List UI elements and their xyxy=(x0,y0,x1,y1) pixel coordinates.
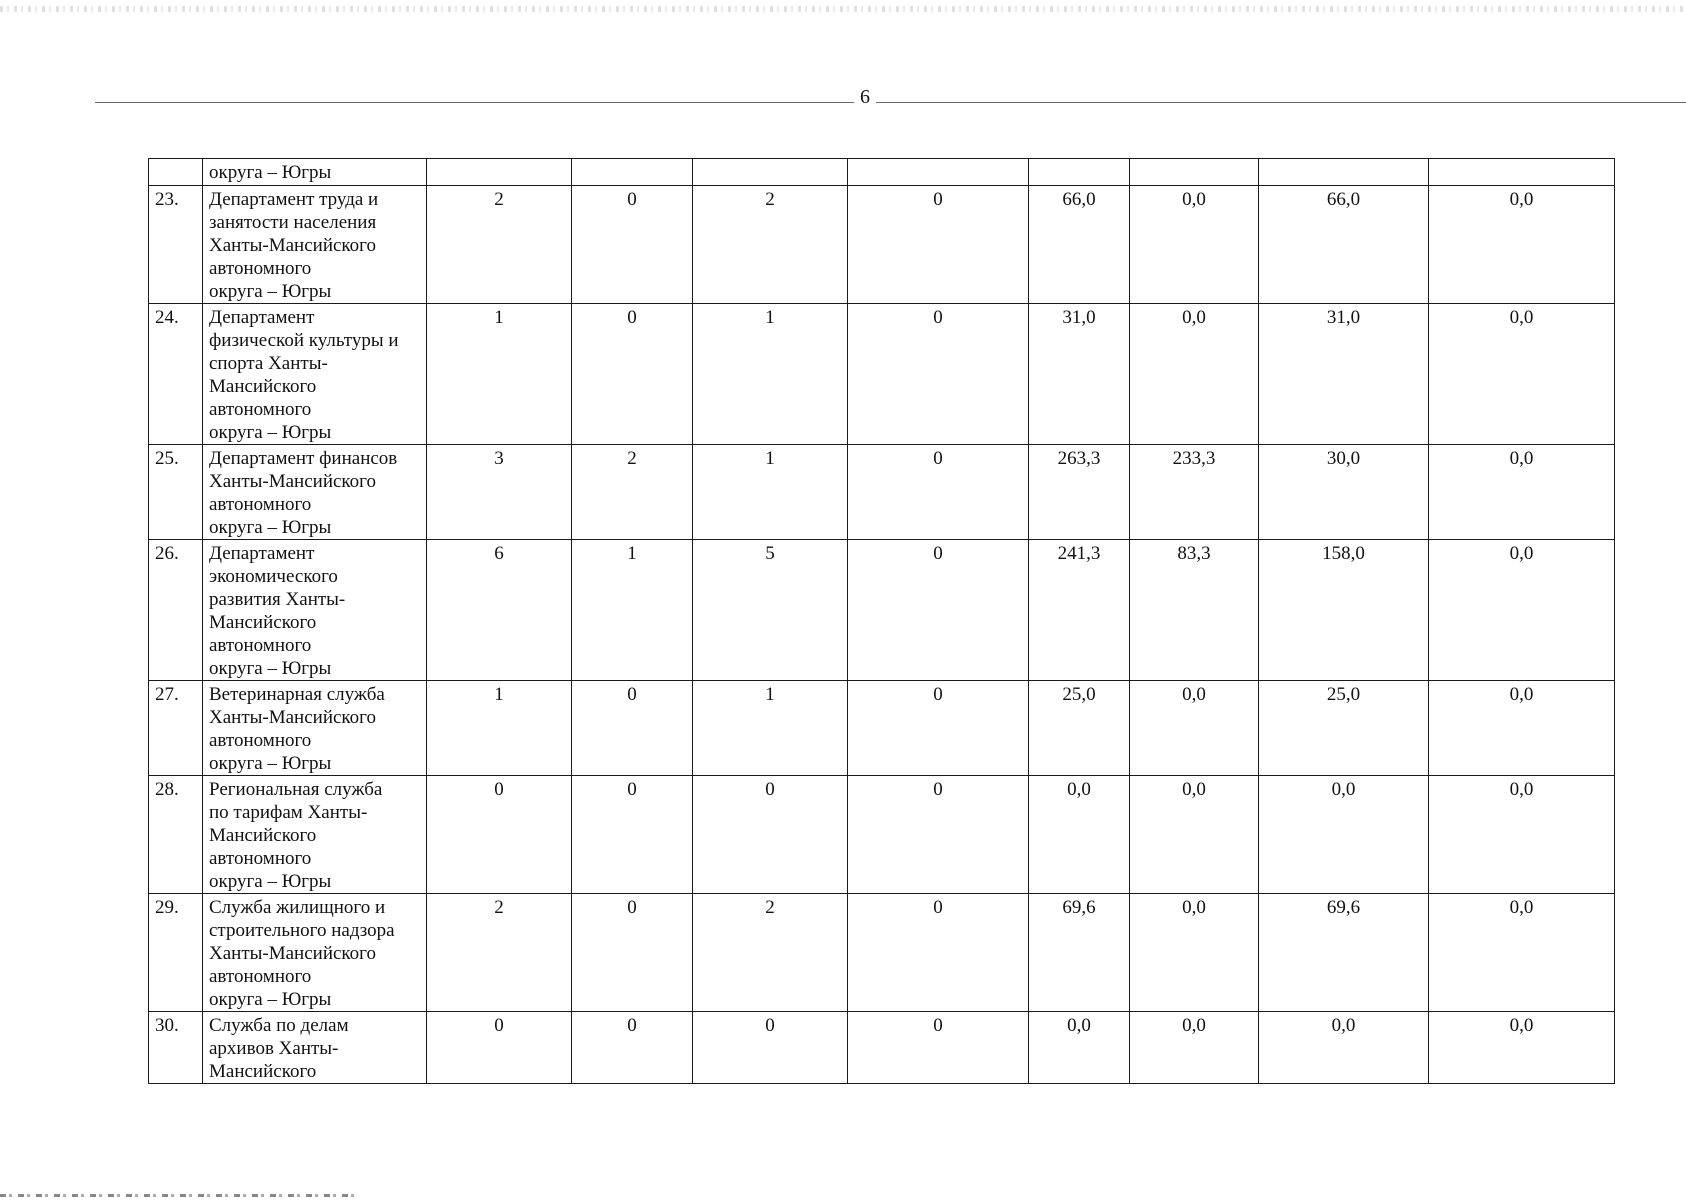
value-cell-col-5: 263,3 xyxy=(1029,445,1130,540)
value-cell-col-1: 2 xyxy=(427,186,572,304)
table-row xyxy=(149,681,1615,776)
value-cell-col-3: 2 xyxy=(693,186,848,304)
budget-table xyxy=(148,158,1615,1084)
value-cell-col-4: 0 xyxy=(848,304,1029,445)
value-cell-col-4: 0 xyxy=(848,186,1029,304)
value-cell-col-3: 0 xyxy=(693,1012,848,1084)
department-name-line: округа – Югры xyxy=(209,422,332,443)
row-number: 25. xyxy=(149,445,203,540)
value-cell-col-7 xyxy=(1259,159,1429,186)
table-row xyxy=(149,894,1615,1012)
value-cell-col-7: 31,0 xyxy=(1259,304,1429,445)
value-cell-col-4: 0 xyxy=(848,1012,1029,1084)
value-cell-col-2: 0 xyxy=(572,304,693,445)
department-name-line: округа – Югры xyxy=(209,281,332,302)
value-cell-col-1: 0 xyxy=(427,1012,572,1084)
value-cell-col-4: 0 xyxy=(848,540,1029,681)
value-cell-col-5: 31,0 xyxy=(1029,304,1130,445)
value-cell-col-5: 69,6 xyxy=(1029,894,1130,1012)
value-cell-col-5: 0,0 xyxy=(1029,776,1130,894)
row-number: 23. xyxy=(149,186,203,304)
value-cell-col-7: 0,0 xyxy=(1259,1012,1429,1084)
department-name-line: Мансийского xyxy=(209,376,317,397)
value-cell-col-1 xyxy=(427,159,572,186)
value-cell-col-4: 0 xyxy=(848,894,1029,1012)
table-row xyxy=(149,304,1615,445)
table-row xyxy=(149,540,1615,681)
value-cell-col-6: 0,0 xyxy=(1130,304,1259,445)
row-number xyxy=(149,159,203,186)
department-name-line: по тарифам Ханты- xyxy=(209,802,368,823)
value-cell-col-8: 0,0 xyxy=(1429,1012,1615,1084)
department-name-line: Ветеринарная служба xyxy=(209,684,385,705)
department-name-line: автономного xyxy=(209,258,312,279)
value-cell-col-7: 158,0 xyxy=(1259,540,1429,681)
department-name-line: Ханты-Мансийского xyxy=(209,943,377,964)
department-name-line: округа – Югры xyxy=(209,989,332,1010)
value-cell-col-6 xyxy=(1130,159,1259,186)
row-number: 29. xyxy=(149,894,203,1012)
value-cell-col-1: 1 xyxy=(427,304,572,445)
value-cell-col-8: 0,0 xyxy=(1429,304,1615,445)
value-cell-col-7: 66,0 xyxy=(1259,186,1429,304)
value-cell-col-1: 0 xyxy=(427,776,572,894)
value-cell-col-2: 0 xyxy=(572,776,693,894)
scan-noise-top xyxy=(0,6,1686,12)
department-name-line: автономного xyxy=(209,494,312,515)
department-name-line: Ханты-Мансийского xyxy=(209,707,377,728)
table-row xyxy=(149,186,1615,304)
value-cell-col-3 xyxy=(693,159,848,186)
value-cell-col-6: 0,0 xyxy=(1130,776,1259,894)
department-name-line: автономного xyxy=(209,635,312,656)
value-cell-col-8: 0,0 xyxy=(1429,186,1615,304)
value-cell-col-3: 2 xyxy=(693,894,848,1012)
department-name-line: Служба жилищного и xyxy=(209,897,386,918)
department-name-line: архивов Ханты- xyxy=(209,1038,339,1059)
value-cell-col-3: 1 xyxy=(693,681,848,776)
value-cell-col-8: 0,0 xyxy=(1429,894,1615,1012)
value-cell-col-4: 0 xyxy=(848,445,1029,540)
table-row xyxy=(149,159,1615,186)
value-cell-col-6: 233,3 xyxy=(1130,445,1259,540)
department-name-line: экономического xyxy=(209,566,338,587)
value-cell-col-8: 0,0 xyxy=(1429,776,1615,894)
value-cell-col-7: 0,0 xyxy=(1259,776,1429,894)
value-cell-col-2: 1 xyxy=(572,540,693,681)
value-cell-col-5: 25,0 xyxy=(1029,681,1130,776)
value-cell-col-2: 0 xyxy=(572,894,693,1012)
scan-noise-bottom xyxy=(0,1194,360,1197)
department-name-line: Департамент xyxy=(209,307,315,328)
department-name-line: физической культуры и xyxy=(209,330,399,351)
value-cell-col-2: 0 xyxy=(572,681,693,776)
row-number: 27. xyxy=(149,681,203,776)
department-name-line: округа – Югры xyxy=(209,753,332,774)
value-cell-col-7: 69,6 xyxy=(1259,894,1429,1012)
value-cell-col-6: 0,0 xyxy=(1130,681,1259,776)
value-cell-col-1: 2 xyxy=(427,894,572,1012)
table-row xyxy=(149,776,1615,894)
department-name-line: спорта Ханты- xyxy=(209,353,328,374)
value-cell-col-3: 1 xyxy=(693,304,848,445)
department-name-line: Мансийского xyxy=(209,612,317,633)
value-cell-col-4: 0 xyxy=(848,681,1029,776)
department-name-line: округа – Югры xyxy=(209,517,332,538)
value-cell-col-4: 0 xyxy=(848,776,1029,894)
value-cell-col-8: 0,0 xyxy=(1429,681,1615,776)
department-name xyxy=(203,304,427,445)
department-name-line: Региональная служба xyxy=(209,779,383,800)
department-name-line: округа – Югры xyxy=(209,162,332,183)
department-name xyxy=(203,894,427,1012)
value-cell-col-1: 1 xyxy=(427,681,572,776)
value-cell-col-8 xyxy=(1429,159,1615,186)
department-name-line: развития Ханты- xyxy=(209,589,346,610)
department-name xyxy=(203,186,427,304)
value-cell-col-5 xyxy=(1029,159,1130,186)
department-name-line: Служба по делам xyxy=(209,1015,349,1036)
value-cell-col-1: 3 xyxy=(427,445,572,540)
department-name-line: Департамент финансов xyxy=(209,448,398,469)
department-name-line: строительного надзора xyxy=(209,920,395,941)
value-cell-col-6: 83,3 xyxy=(1130,540,1259,681)
department-name xyxy=(203,681,427,776)
department-name-line: округа – Югры xyxy=(209,871,332,892)
value-cell-col-7: 30,0 xyxy=(1259,445,1429,540)
table-body xyxy=(149,159,1615,1084)
value-cell-col-5: 66,0 xyxy=(1029,186,1130,304)
row-number: 26. xyxy=(149,540,203,681)
row-number: 28. xyxy=(149,776,203,894)
value-cell-col-1: 6 xyxy=(427,540,572,681)
value-cell-col-4 xyxy=(848,159,1029,186)
value-cell-col-5: 241,3 xyxy=(1029,540,1130,681)
value-cell-col-3: 1 xyxy=(693,445,848,540)
value-cell-col-7: 25,0 xyxy=(1259,681,1429,776)
value-cell-col-3: 0 xyxy=(693,776,848,894)
department-name xyxy=(203,445,427,540)
value-cell-col-2 xyxy=(572,159,693,186)
header-rule xyxy=(95,102,1686,103)
department-name xyxy=(203,159,427,186)
department-name-line: автономного xyxy=(209,399,312,420)
value-cell-col-6: 0,0 xyxy=(1130,1012,1259,1084)
department-name-line: Мансийского xyxy=(209,1061,317,1082)
value-cell-col-6: 0,0 xyxy=(1130,894,1259,1012)
department-name-line: автономного xyxy=(209,966,312,987)
department-name xyxy=(203,540,427,681)
value-cell-col-2: 0 xyxy=(572,1012,693,1084)
value-cell-col-2: 0 xyxy=(572,186,693,304)
table-row xyxy=(149,1012,1615,1084)
department-name xyxy=(203,1012,427,1084)
value-cell-col-6: 0,0 xyxy=(1130,186,1259,304)
table-row xyxy=(149,445,1615,540)
value-cell-col-2: 2 xyxy=(572,445,693,540)
page-number: 6 xyxy=(854,86,876,108)
department-name-line: Ханты-Мансийского xyxy=(209,235,377,256)
department-name-line: округа – Югры xyxy=(209,658,332,679)
department-name-line: автономного xyxy=(209,730,312,751)
department-name-line: Ханты-Мансийского xyxy=(209,471,377,492)
department-name-line: Департамент труда и xyxy=(209,189,379,210)
department-name-line: занятости населения xyxy=(209,212,377,233)
row-number: 24. xyxy=(149,304,203,445)
value-cell-col-8: 0,0 xyxy=(1429,445,1615,540)
value-cell-col-8: 0,0 xyxy=(1429,540,1615,681)
value-cell-col-3: 5 xyxy=(693,540,848,681)
department-name-line: Департамент xyxy=(209,543,315,564)
department-name xyxy=(203,776,427,894)
value-cell-col-5: 0,0 xyxy=(1029,1012,1130,1084)
row-number: 30. xyxy=(149,1012,203,1084)
department-name-line: Мансийского xyxy=(209,825,317,846)
department-name-line: автономного xyxy=(209,848,312,869)
